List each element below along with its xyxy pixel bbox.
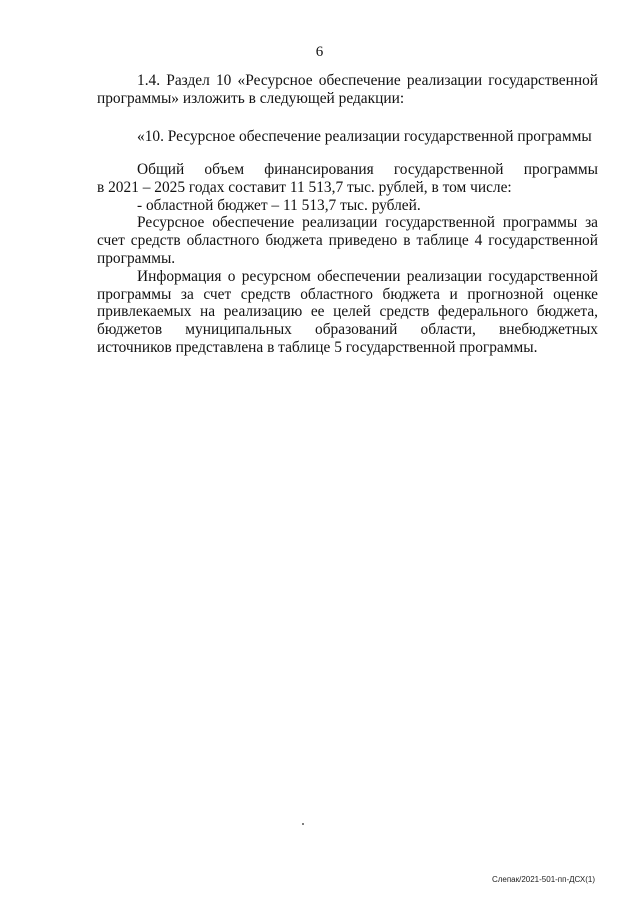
item-1-4-block [97, 72, 598, 108]
scan-dot-mark [302, 823, 304, 825]
page-number: 6 [315, 44, 324, 60]
total-volume-paragraph-line1: Общий объем финансирования государственной программы [137, 161, 598, 178]
section-body [97, 161, 598, 357]
total-volume-paragraph-line2: в 2021 – 2025 годах составит 11 513,7 тыс. рублей, в том числе: [97, 178, 512, 196]
info-table5-paragraph: Информация о ресурсном обеспечении реализации государственной программы за счет средств областного бюджета и прогнозной оценке привлекаемых на реализацию ее целей средств федерального бюджета, бюджетов муниципальных образований области, внебюджетных источников представлена в таблице 5 государственной программы. [97, 267, 598, 356]
footer-document-code: Слепак/2021-501-пп-ДСХ(1) [491, 875, 595, 884]
regional-budget-item: - областной бюджет – 11 513,7 тыс. рублей. [137, 196, 421, 214]
item-1-4-paragraph: 1.4. Раздел 10 «Ресурсное обеспечение реализации государственной программы» изложить в следующей редакции: [97, 72, 598, 107]
resource-table4-paragraph: Ресурсное обеспечение реализации государственной программы за счет средств областного бюджета приведено в таблице 4 государственной программы. [97, 214, 598, 267]
section-heading: «10. Ресурсное обеспечение реализации государственной программы [137, 128, 592, 145]
